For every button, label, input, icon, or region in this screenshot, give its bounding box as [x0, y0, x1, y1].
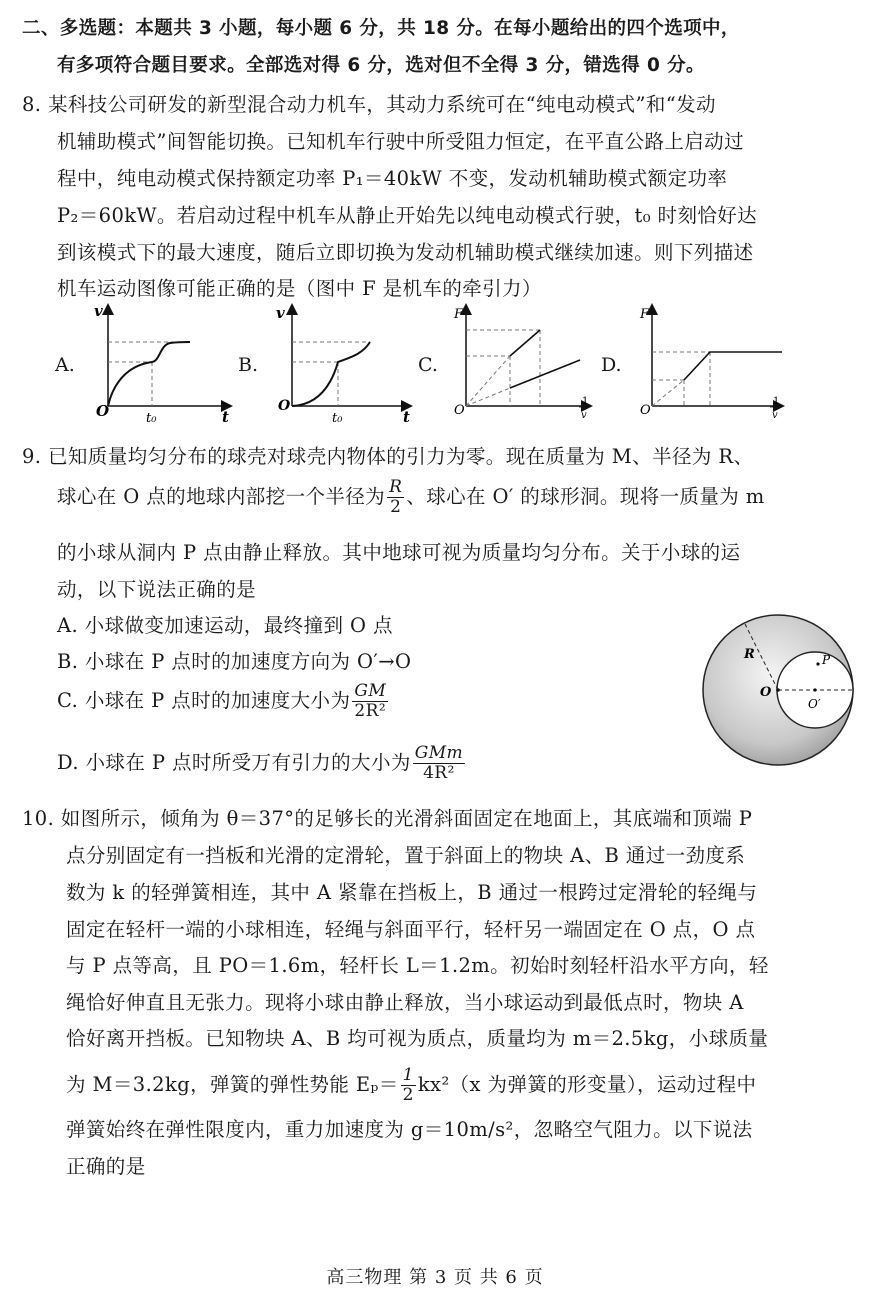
- q8-graph-a: [90, 300, 240, 425]
- q8-option-c-label: C.: [418, 354, 438, 376]
- section-title: 二、多选题：本题共 3 小题，每小题 6 分，共 18 分。在每小题给出的四个选项中，: [22, 18, 740, 39]
- q8-line-2: 机辅助模式”间智能切换。已知机车行驶中所受阻力恒定，在平直公路上启动过: [57, 130, 744, 153]
- t0-label: t₀: [332, 411, 343, 425]
- center-o-label: O: [760, 685, 772, 700]
- q10-line-6: 绳恰好伸直且无张力。现将小球由静止释放，当小球运动到最低点时，物块 A: [66, 991, 744, 1014]
- origin-label: O: [454, 403, 465, 418]
- q8-option-a-label: A.: [55, 354, 75, 376]
- section-instructions: 有多项符合题目要求。全部选对得 6 分，选对但不全得 3 分，错选得 0 分。: [57, 55, 705, 76]
- q10-line-5: 与 P 点等高，且 PO＝1.6m，轻杆长 L＝1.2m。初始时刻轻杆沿水平方向，轻: [66, 954, 769, 977]
- q9-line-2: 球心在 O 点的地球内部挖一个半径为 $\frac{R}{2}$ 、球心在 O′ 的球形洞。现将一质量为 m: [57, 477, 765, 517]
- axis-t-label: t: [222, 408, 229, 425]
- radius-r-label: R: [744, 647, 755, 662]
- q8-option-d-label: D.: [601, 354, 622, 376]
- q9-line-1: 9. 已知质量均匀分布的球壳对球壳内物体的引力为零。现在质量为 M、半径为 R、: [22, 445, 754, 468]
- q10-line-1: 10. 如图所示，倾角为 θ＝37°的足够长的光滑斜面固定在地面上，其底端和顶端 P: [22, 807, 753, 830]
- q8-graph-d: [632, 300, 792, 425]
- q8-line-6: 机车运动图像可能正确的是（图中 F 是机车的牵引力）: [57, 277, 542, 300]
- q8-option-b-label: B.: [238, 354, 259, 376]
- q8-line-3: 程中，纯电动模式保持额定功率 P₁＝40kW 不变，发动机辅助模式额定功率: [57, 167, 728, 190]
- q10-line-9: 弹簧始终在弹性限度内，重力加速度为 g＝10m/s²，忽略空气阻力。以下说法: [66, 1118, 753, 1141]
- q8-graph-c: [450, 300, 600, 425]
- q10-line-7: 恰好离开挡板。已知物块 A、B 均可视为质点，质量均为 m＝2.5kg，小球质量: [66, 1027, 769, 1050]
- q10-line-8: 为 M＝3.2kg，弹簧的弹性势能 Eₚ＝ $\frac{1}{2}$ kx²（x 为弹簧的形变量），运动过程中: [66, 1065, 757, 1105]
- q9-line-3: 的小球从洞内 P 点由静止释放。其中地球可视为质量均匀分布。关于小球的运: [57, 541, 741, 564]
- axis-inv-v-num: 1: [582, 396, 589, 407]
- q9-option-c: C. 小球在 P 点时的加速度大小为 $\frac{GM}{\text{2R²}}$: [57, 681, 387, 721]
- q8-line-1: 8. 某科技公司研发的新型混合动力机车，其动力系统可在“纯电动模式”和“发动: [22, 93, 716, 116]
- q9-earth-cavity-figure: [700, 612, 860, 772]
- origin-label: O: [96, 402, 110, 420]
- page-footer: 高三物理 第 3 页 共 6 页: [326, 1267, 544, 1288]
- axis-v-label: v: [94, 302, 103, 320]
- q9-line-4: 动，以下说法正确的是: [57, 578, 257, 601]
- axis-inv-v-num: 1: [773, 396, 780, 407]
- axis-f-label: F: [640, 307, 650, 322]
- q8-graph-b: [270, 300, 420, 425]
- t0-label: t₀: [146, 411, 157, 425]
- point-p-label: P: [822, 653, 831, 667]
- axis-f-label: F: [454, 307, 464, 322]
- q9-option-b: B. 小球在 P 点时的加速度方向为 O′→O: [57, 650, 412, 673]
- origin-label: O: [640, 403, 651, 418]
- q10-line-4: 固定在轻杆一端的小球相连，轻绳与斜面平行，轻杆另一端固定在 O 点，O 点: [66, 918, 756, 941]
- center-o-prime-label: O′: [808, 697, 821, 711]
- axis-v-label: v: [276, 304, 285, 322]
- q8-line-5: 到该模式下的最大速度，随后立即切换为发动机辅助模式继续加速。则下列描述: [57, 241, 754, 264]
- q9-option-d: D. 小球在 P 点时所受万有引力的大小为 $\frac{\text{GMm}}{\text{4R²}}$: [57, 743, 464, 783]
- q9-option-a: A. 小球做变加速运动，最终撞到 O 点: [57, 614, 393, 637]
- q10-line-3: 数为 k 的轻弹簧相连，其中 A 紧靠在挡板上，B 通过一根跨过定滑轮的轻绳与: [66, 881, 758, 904]
- q10-line-2: 点分别固定有一挡板和光滑的定滑轮，置于斜面上的物块 A、B 通过一劲度系: [66, 844, 746, 867]
- q8-line-4: P₂＝60kW。若启动过程中机车从静止开始先以纯电动模式行驶，t₀ 时刻恰好达: [57, 204, 758, 227]
- q10-line-10: 正确的是: [66, 1155, 146, 1178]
- axis-t-label: t: [403, 408, 410, 425]
- axis-inv-v-den: v: [772, 410, 778, 421]
- axis-inv-v-den: v: [581, 410, 587, 421]
- origin-label: O: [278, 398, 291, 414]
